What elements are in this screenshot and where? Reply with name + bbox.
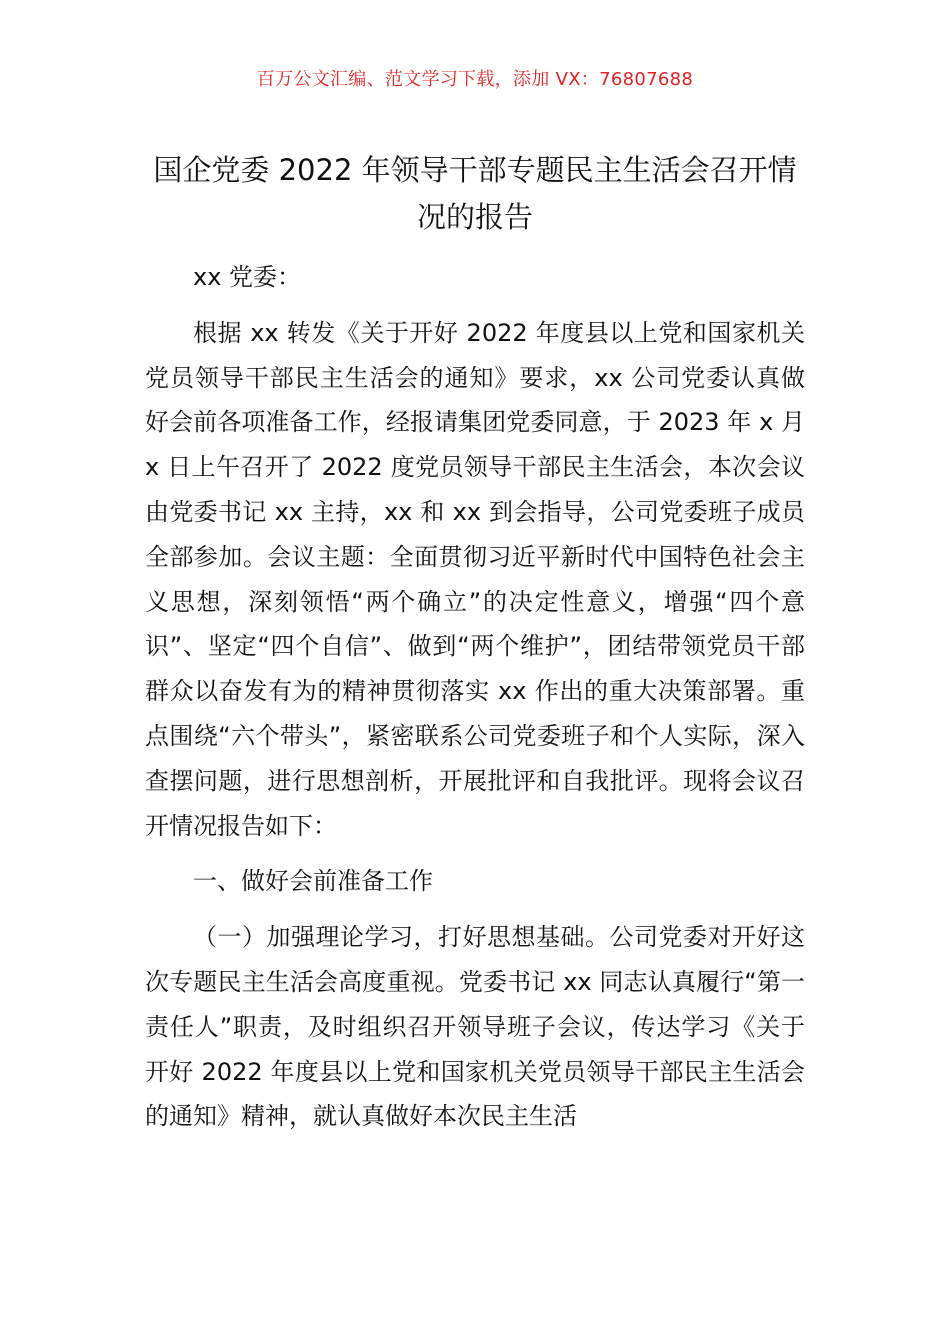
document-body: [145, 255, 805, 1139]
paragraph-theory-study: （一）加强理论学习，打好思想基础。公司党委对开好这次专题民主生活会高度重视。党委书记 xx 同志认真履行“第一责任人”职责，及时组织召开领导班子会议，传达学习《关于开好 2022 年度县以上党和国家机关党员领导干部民主生活会的通知》精神，就认真做好本次民主生活: [145, 923, 805, 1131]
document-title: 国企党委 2022 年领导干部专题民主生活会召开情况的报告: [153, 153, 797, 234]
section-heading: 一、做好会前准备工作: [193, 867, 433, 896]
watermark-banner: 百万公文汇编、范文学习下载，添加 VX：76807688: [256, 69, 694, 90]
paragraph-intro: 根据 xx 转发《关于开好 2022 年度县以上党和国家机关党员领导干部民主生活会的通知》要求，xx 公司党委认真做好会前各项准备工作，经报请集团党委同意，于 2023 年 x 月 x 日上午召开了 2022 度党员领导干部民主生活会，本次会议由党委书记 xx 主持，xx 和 xx 到会指导，公司党委班子成员全部参加。会议主题：全面贯彻习近平新时代中国特色社会主义思想，深刻领悟“两个确立”的决定性意义，增强“四个意识”、坚定“四个自信”、做到“两个维护”，团结带领党员干部群众以奋发有为的精神贯彻落实 xx 作出的重大决策部署。重点围绕“六个带头”，紧密联系公司党委班子和个人实际，深入查摆问题，进行思想剖析，开展批评和自我批评。现将会议召开情况报告如下：: [145, 318, 805, 840]
salutation: xx 党委：: [193, 263, 302, 291]
